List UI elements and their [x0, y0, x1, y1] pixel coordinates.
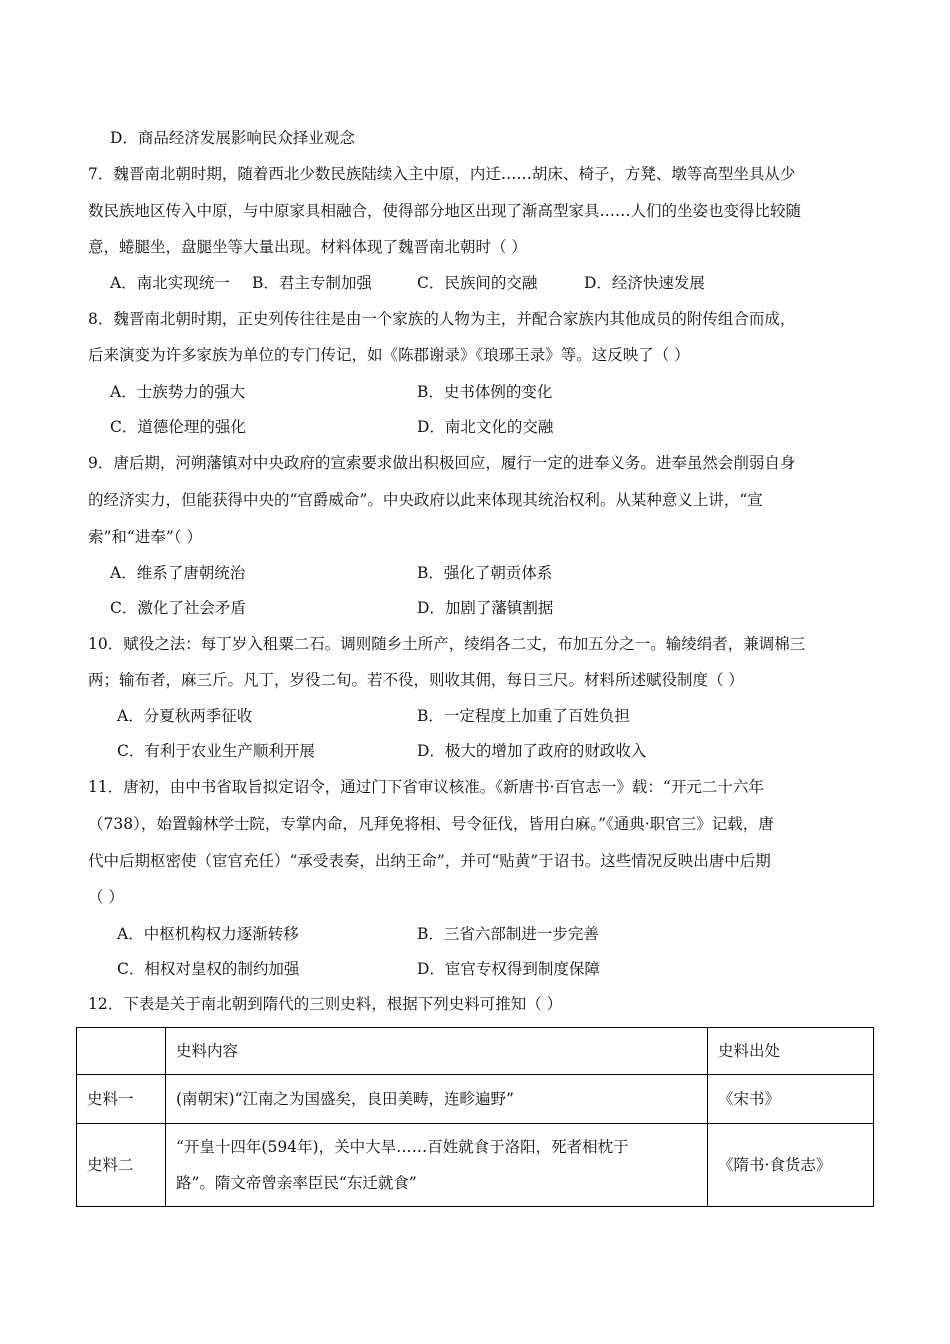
q9-stem-line-1: 9．唐后期，河朔藩镇对中央政府的宣索要求做出积极回应，履行一定的进奉义务。进奉虽然会削弱自身 [88, 454, 796, 472]
q9-option-c: C．激化了社会矛盾 [110, 599, 246, 617]
q10-option-b: B．一定程度上加重了百姓负担 [417, 707, 630, 725]
row-content-line: 路”。隋文帝曾亲率臣民“东迁就食” [176, 1174, 417, 1192]
q10-stem-line-1: 10．赋役之法：每丁岁入租粟二石。调则随乡土所产，绫绢各二丈，布加五分之一。输绫绢者，兼调棉三 [88, 635, 806, 653]
q10-option-d: D．极大的增加了政府的财政收入 [417, 742, 647, 760]
q7-stem-line-2: 数民族地区传入中原，与中原家具相融合，使得部分地区出现了渐高型家具……人们的坐姿也变得比较随 [88, 202, 802, 220]
q7-option-d: D．经济快速发展 [584, 274, 705, 292]
q7-stem-line-1: 7．魏晋南北朝时期，随着西北少数民族陆续入主中原，内迁……胡床、椅子，方凳、墩等高型坐具从少 [88, 165, 796, 183]
row-content [166, 1124, 708, 1207]
q11-stem-line-1: 11．唐初，由中书省取旨拟定诏令，通过门下省审议核准。《新唐书·百官志一》载：“开元二十六年 [88, 778, 764, 796]
table-header-blank [77, 1028, 166, 1075]
q7-stem-line-3: 意，蜷腿坐，盘腿坐等大量出现。材料体现了魏晋南北朝时（ ） [88, 238, 527, 256]
table-header-content: 史料内容 [166, 1028, 708, 1075]
row-label: 史料二 [77, 1124, 166, 1207]
row-source: 《隋书·食货志》 [708, 1124, 874, 1207]
table-header-row [77, 1028, 874, 1075]
q10-stem-line-2: 两；输布者，麻三斤。凡丁，岁役二旬。若不役，则收其佣，每日三尺。材料所述赋役制度（ ） [88, 671, 744, 689]
q8-stem-line-2: 后来演变为许多家族为单位的专门传记，如《陈郡谢录》《琅琊王录》等。这反映了（ ） [88, 346, 690, 364]
q7-option-a: A．南北实现统一 [110, 274, 230, 292]
table-row [77, 1075, 874, 1124]
source-table [76, 1027, 874, 1207]
q8-option-d: D．南北文化的交融 [417, 418, 554, 436]
q11-option-c: C．相权对皇权的制约加强 [117, 960, 300, 978]
q12-stem: 12．下表是关于南北朝到隋代的三则史料，根据下列史料可推知（ ） [88, 995, 563, 1013]
q8-stem-line-1: 8．魏晋南北朝时期，正史列传往往是由一个家族的人物为主，并配合家族内其他成员的附传组合而成， [88, 310, 796, 328]
q11-stem-line-2: （738），始置翰林学士院，专掌内命，凡拜免将相、号令征伐，皆用白麻。”《通典·职官三》记载，唐 [88, 815, 774, 833]
q7-option-b: B．君主专制加强 [252, 274, 372, 292]
q9-option-b: B．强化了朝贡体系 [417, 564, 553, 582]
q9-option-d: D．加剧了藩镇割据 [417, 599, 554, 617]
q10-option-c: C．有利于农业生产顺利开展 [117, 742, 315, 760]
q9-stem-line-3: 索”和“进奉”（ ） [88, 528, 202, 546]
q9-stem-line-2: 的经济实力，但能获得中央的“官爵威命”。中央政府以此来体现其统治权利。从某种意义上讲，“宣 [88, 491, 763, 509]
row-content [166, 1075, 708, 1124]
q7-option-c: C．民族间的交融 [417, 274, 538, 292]
table-header-source: 史料出处 [708, 1028, 874, 1075]
row-content-line: “开皇十四年(594年)，关中大旱……百姓就食于洛阳，死者相枕于 [176, 1138, 629, 1156]
q11-option-b: B．三省六部制进一步完善 [417, 925, 599, 943]
q8-option-a: A．士族势力的强大 [110, 383, 246, 401]
q10-option-a: A．分夏秋两季征收 [117, 707, 253, 725]
row-content-line: (南朝宋)“江南之为国盛矣，良田美畴，连畛遍野” [176, 1090, 514, 1108]
row-source: 《宋书》 [708, 1075, 874, 1124]
row-label: 史料一 [77, 1075, 166, 1124]
q8-option-c: C．道德伦理的强化 [110, 418, 246, 436]
q6-option-d: D．商品经济发展影响民众择业观念 [110, 129, 355, 147]
q11-stem-line-3: 代中后期枢密使（宦官充任）“承受表奏，出纳王命”，并可“贴黄”于诏书。这些情况反映出唐中后期 [88, 852, 771, 870]
q9-option-a: A．维系了唐朝统治 [110, 564, 246, 582]
q8-option-b: B．史书体例的变化 [417, 383, 553, 401]
q11-stem-line-4: （ ） [88, 888, 124, 906]
q11-option-d: D．宦官专权得到制度保障 [417, 960, 600, 978]
q11-option-a: A．中枢机构权力逐渐转移 [117, 925, 299, 943]
table-row [77, 1124, 874, 1207]
